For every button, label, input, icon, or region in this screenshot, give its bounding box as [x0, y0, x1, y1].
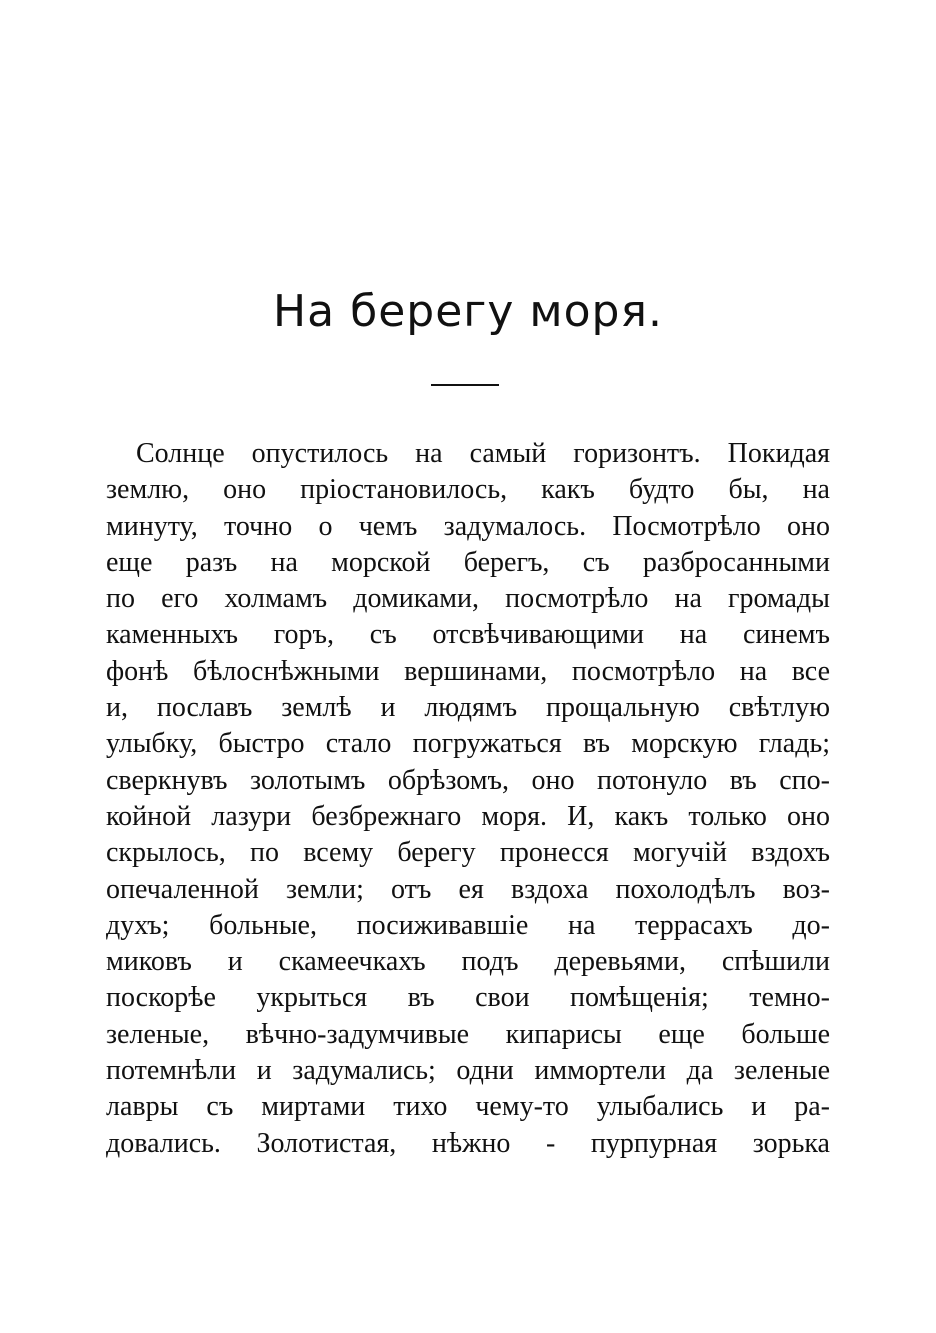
title-divider — [431, 384, 499, 386]
text-line: Солнце опустилось на самый горизонтъ. Покидая — [136, 438, 830, 469]
text-line: миковъ и скамеечкахъ подъ деревьями, спѣшили — [106, 946, 830, 978]
text-line: сверкнувъ золотымъ обрѣзомъ, оно потонуло въ спо- — [106, 764, 830, 796]
text-line: лавры съ миртами тихо чему-то улыбались и ра- — [106, 1091, 830, 1123]
text-line: скрылось, по всему берегу пронесся могучій вздохъ — [106, 837, 830, 869]
text-line: каменныхъ горъ, съ отсвѣчивающими на синемъ — [106, 619, 830, 651]
text-line: койной лазури безбрежнаго моря. И, какъ только оно — [106, 800, 830, 832]
body-text — [106, 436, 830, 1162]
text-line: потемнѣли и задумались; одни иммортели да зеленые — [106, 1055, 830, 1087]
text-line: духъ; больные, посиживавшіе на террасахъ до- — [106, 909, 830, 941]
text-line: зеленые, вѣчно-задумчивые кипарисы еще больше — [106, 1018, 830, 1050]
text-line: опечаленной земли; отъ ея вздоха похолодѣлъ воз- — [106, 873, 830, 905]
text-line: минуту, точно о чемъ задумалось. Посмотрѣло оно — [106, 510, 830, 542]
text-line: землю, оно пріостановилось, какъ будто бы, на — [106, 474, 830, 506]
text-line: по его холмамъ домиками, посмотрѣло на громады — [106, 583, 830, 615]
text-line: довались. Золотистая, нѣжно - пурпурная зорька — [106, 1127, 830, 1159]
text-line: и, пославъ землѣ и людямъ прощальную свѣтлую — [106, 692, 830, 724]
chapter-title: На берегу моря. — [273, 286, 663, 337]
text-line: фонѣ бѣлоснѣжными вершинами, посмотрѣло на все — [106, 655, 830, 687]
text-line: поскорѣе укрыться въ свои помѣщенія; темно- — [106, 982, 830, 1014]
text-line: еще разъ на морской берегъ, съ разбросанными — [106, 546, 830, 578]
text-line: улыбку, быстро стало погружаться въ морскую гладь; — [106, 728, 830, 760]
